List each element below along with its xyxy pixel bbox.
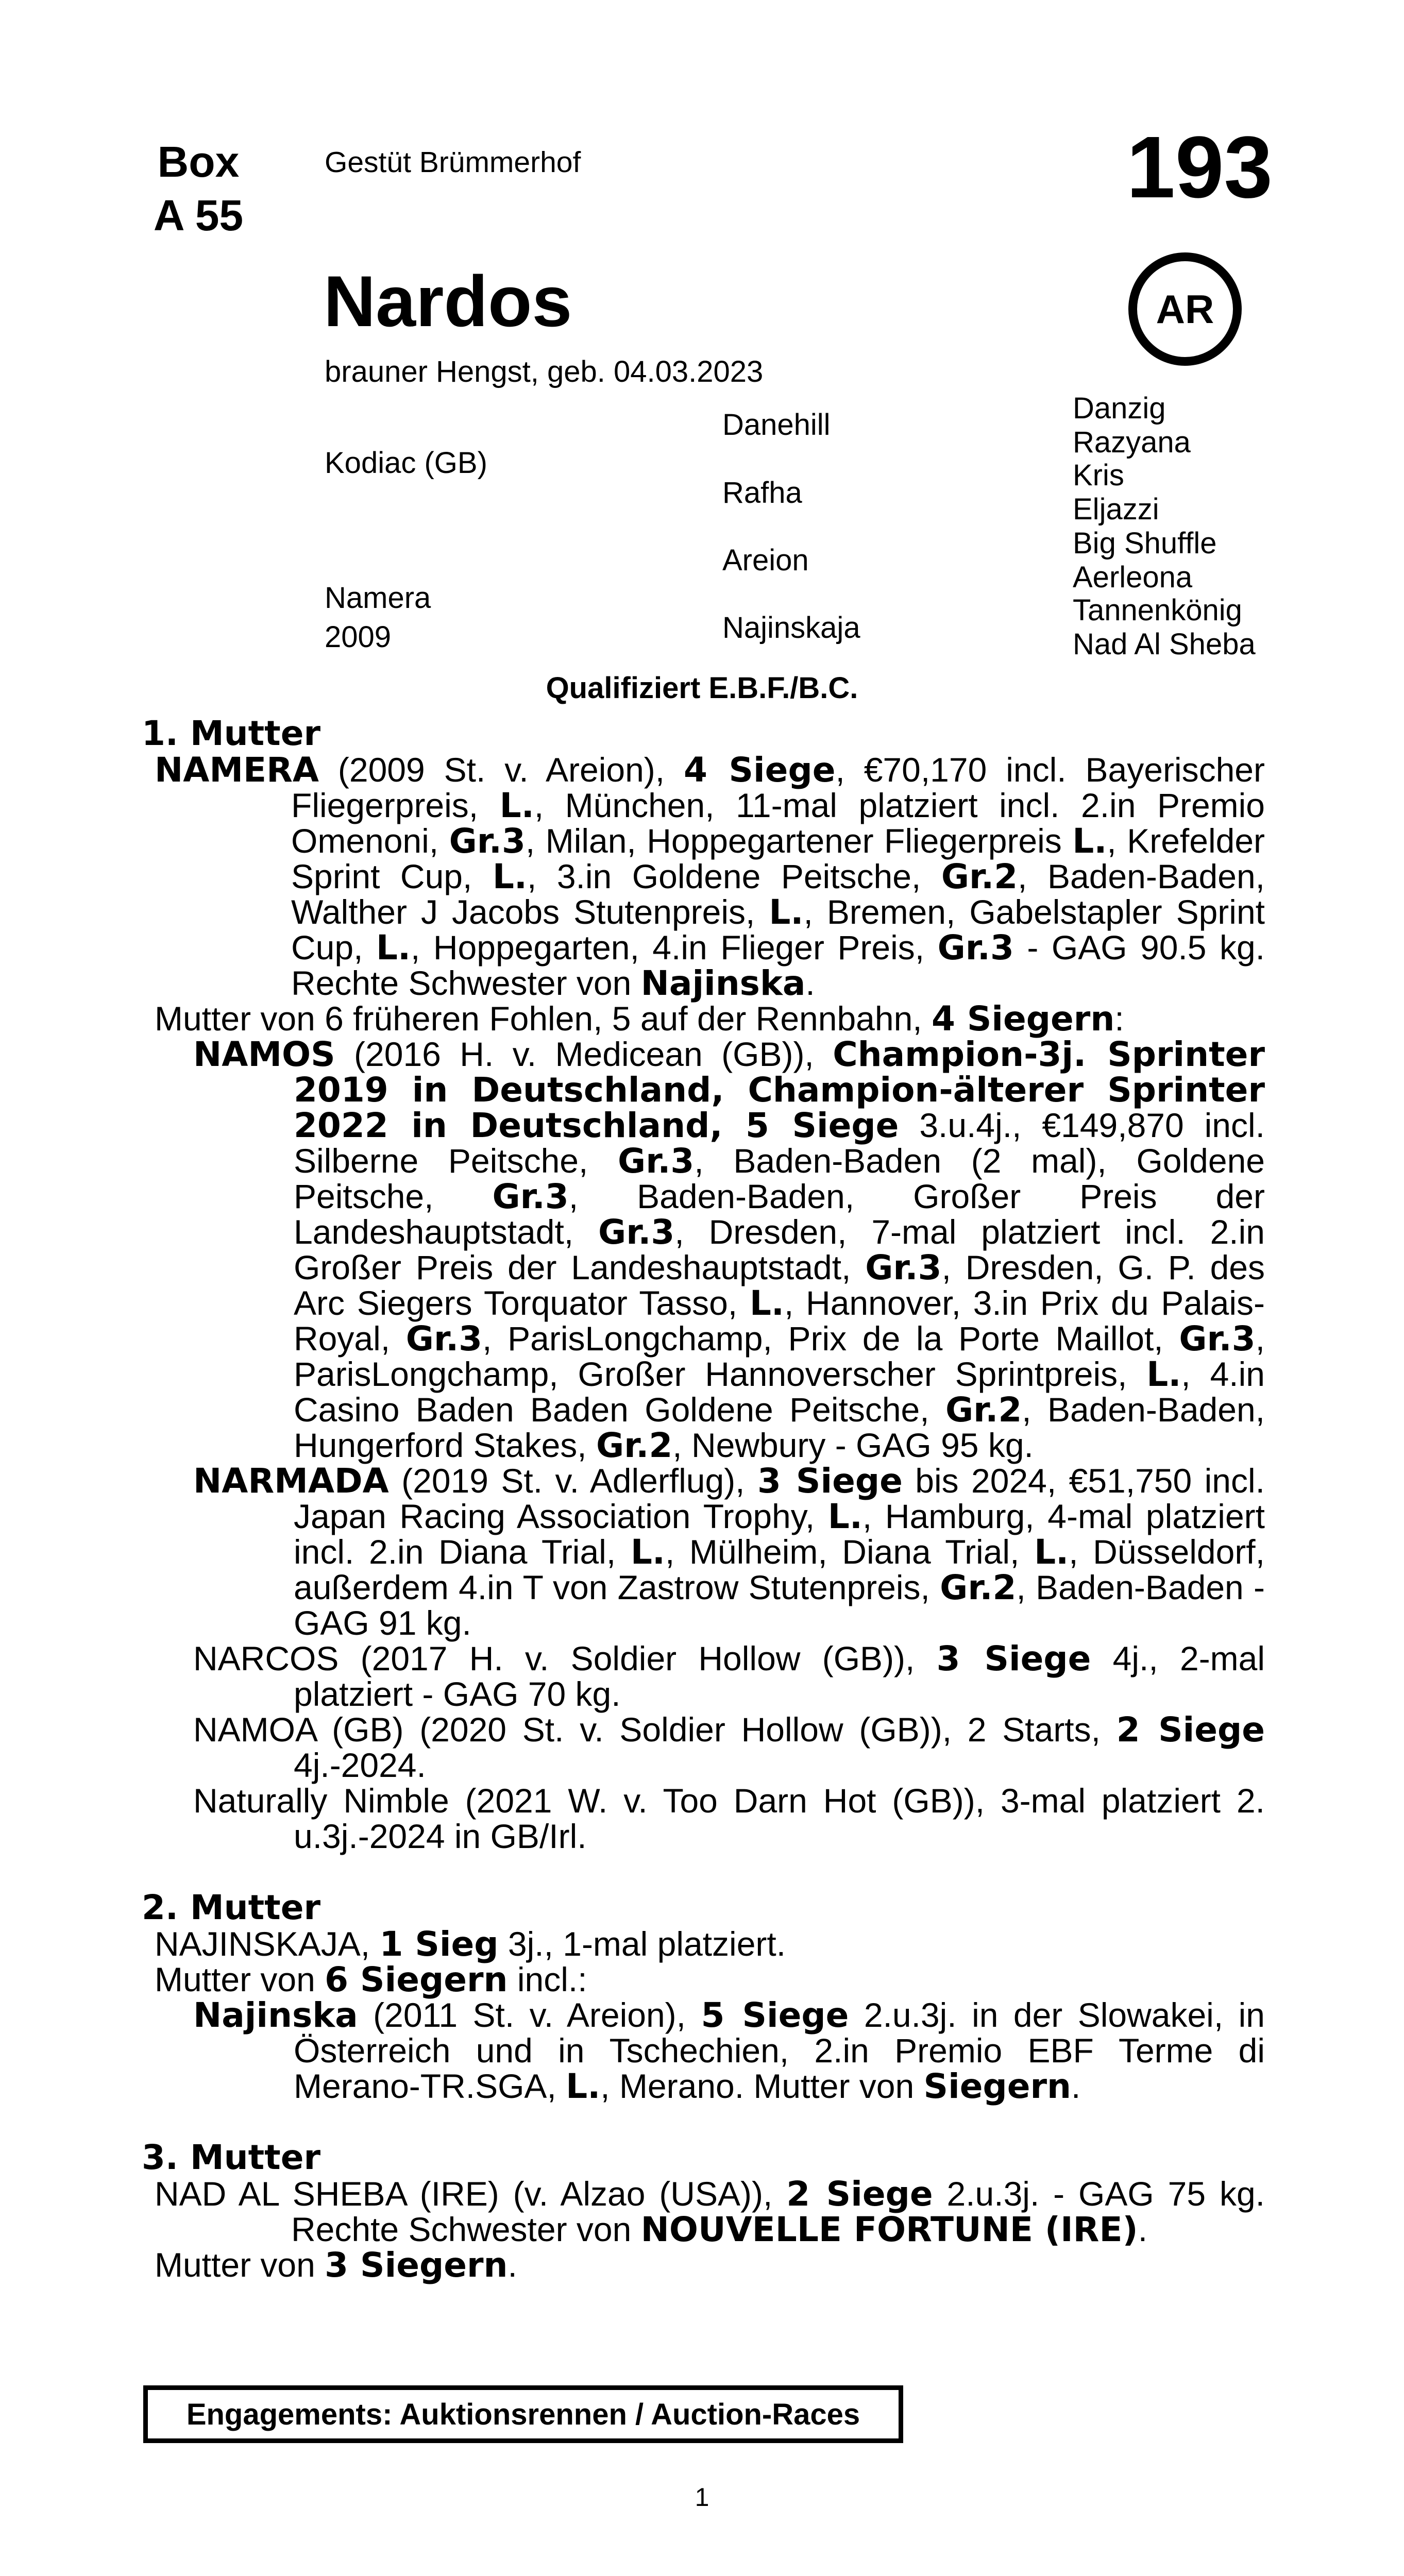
pedigree-grandparent: Areion: [722, 544, 809, 577]
pedigree-great-grandparent: Tannenkönig: [1073, 594, 1242, 627]
lot-number: 193: [1126, 118, 1273, 216]
box-label-line1: Box: [157, 138, 240, 186]
stud-name: Gestüt Brümmerhof: [325, 146, 581, 179]
najinskaja-foals-summary: Mutter von 6 Siegern incl.:: [155, 1960, 587, 1999]
najinska-name: Najinska: [193, 1995, 358, 2035]
pedigree-dam-year: 2009: [325, 620, 392, 654]
namos-name: NAMOS: [193, 1035, 335, 1074]
ar-badge: AR: [1128, 252, 1242, 366]
naturally-nimble-entry: Naturally Nimble (2021 W. v. Too Darn Hot (GB)), 3-mal platziert 2. u.3j.-2024 in GB/Irl.: [193, 1782, 1265, 1855]
nad-al-sheba-entry: NAD AL SHEBA (IRE) (v. Alzao (USA)), 2 Siege 2.u.3j. - GAG 75 kg. Rechte Schwester von NOUVELLE FORTUNE (IRE).: [155, 2174, 1265, 2249]
pedigree-great-grandparent: Nad Al Sheba: [1073, 628, 1256, 661]
nad-al-sheba-foals-summary: Mutter von 3 Siegern.: [155, 2245, 517, 2285]
second-dam-heading: 2. Mutter: [142, 1888, 321, 1927]
narcos-entry: NARCOS (2017 H. v. Soldier Hollow (GB)), 3 Siege 4j., 2-mal platziert - GAG 70 kg.: [193, 1639, 1265, 1713]
first-dam-heading: 1. Mutter: [142, 714, 321, 753]
narmada-entry: NARMADA (2019 St. v. Adlerflug), 3 Siege bis 2024, €51,750 incl. Japan Racing Association Trophy, L., Hamburg, 4-mal platziert incl. 2.in Diana Trial, L., Mülheim, Diana Trial, L., Düsseldorf, außerdem 4.in T von Zastrow Stutenpreis, Gr.2, Baden-Baden - GAG 91 kg.: [193, 1461, 1265, 1642]
box-label-line2: A 55: [153, 191, 244, 240]
horse-description: brauner Hengst, geb. 04.03.2023: [325, 355, 764, 388]
pedigree-grandparent: Rafha: [722, 476, 802, 510]
pedigree-great-grandparent: Razyana: [1073, 426, 1191, 459]
pedigree-dam: Namera: [325, 581, 431, 615]
pedigree-great-grandparent: Kris: [1073, 459, 1124, 492]
pedigree-great-grandparent: Aerleona: [1073, 561, 1193, 594]
engagements-box: Engagements: Auktionsrennen / Auction-Races: [143, 2385, 903, 2443]
pedigree-great-grandparent: Big Shuffle: [1073, 527, 1217, 560]
box-label: [131, 135, 265, 242]
namera-foals-summary: Mutter von 6 früheren Fohlen, 5 auf der Rennbahn, 4 Siegern:: [155, 999, 1124, 1039]
catalogue-body: [142, 715, 1265, 2283]
namos-entry: NAMOS (2016 H. v. Medicean (GB)), Champion-3j. Sprinter 2019 in Deutschland, Champion-älterer Sprinter 2022 in Deutschland, 5 Siege 3.u.4j., €149,870 incl. Silberne Peitsche, Gr.3, Baden-Baden (2 mal), Goldene Peitsche, Gr.3, Baden-Baden, Großer Preis der Landeshauptstadt, Gr.3, Dresden, 7-mal platziert incl. 2.in Großer Preis der Landeshauptstadt, Gr.3, Dresden, G. P. des Arc Siegers Torquator Tasso, L., Hannover, 3.in Prix du Palais-Royal, Gr.3, ParisLongchamp, Prix de la Porte Maillot, Gr.3, ParisLongchamp, Großer Hannoverscher Sprintpreis, L., 4.in Casino Baden Baden Goldene Peitsche, Gr.2, Baden-Baden, Hungerford Stakes, Gr.2, Newbury - GAG 95 kg.: [193, 1035, 1265, 1465]
narmada-name: NARMADA: [193, 1461, 389, 1501]
pedigree-grandparent: Danehill: [722, 408, 831, 442]
namera-name: NAMERA: [155, 750, 319, 790]
page-number: 1: [695, 2483, 709, 2512]
namera-entry: NAMERA (2009 St. v. Areion), 4 Siege, €70,170 incl. Bayerischer Fliegerpreis, L., München, 11-mal platziert incl. 2.in Premio Omenoni, Gr.3, Milan, Hoppegartener Fliegerpreis L., Krefelder Sprint Cup, L., 3.in Goldene Peitsche, Gr.2, Baden-Baden, Walther J Jacobs Stutenpreis, L., Bremen, Gabelstapler Sprint Cup, L., Hoppegarten, 4.in Flieger Preis, Gr.3 - GAG 90.5 kg. Rechte Schwester von Najinska.: [155, 750, 1265, 1003]
qualification-line: Qualifiziert E.B.F./B.C.: [546, 671, 858, 705]
najinskaja-entry: NAJINSKAJA, 1 Sieg 3j., 1-mal platziert.: [155, 1924, 786, 1964]
pedigree-sire: Kodiac (GB): [325, 446, 487, 480]
pedigree-grandparent: Najinskaja: [722, 611, 860, 645]
namoa-entry: NAMOA (GB) (2020 St. v. Soldier Hollow (GB)), 2 Starts, 2 Siege 4j.-2024.: [193, 1710, 1265, 1784]
pedigree-great-grandparent: Eljazzi: [1073, 493, 1159, 526]
horse-name: Nardos: [324, 261, 572, 342]
third-dam-heading: 3. Mutter: [142, 2138, 321, 2177]
pedigree-great-grandparent: Danzig: [1073, 392, 1166, 425]
najinska-entry: Najinska (2011 St. v. Areion), 5 Siege 2.u.3j. in der Slowakei, in Österreich und in Tschechien, 2.in Premio EBF Terme di Merano-TR.SGA, L., Merano. Mutter von Siegern.: [193, 1995, 1265, 2106]
